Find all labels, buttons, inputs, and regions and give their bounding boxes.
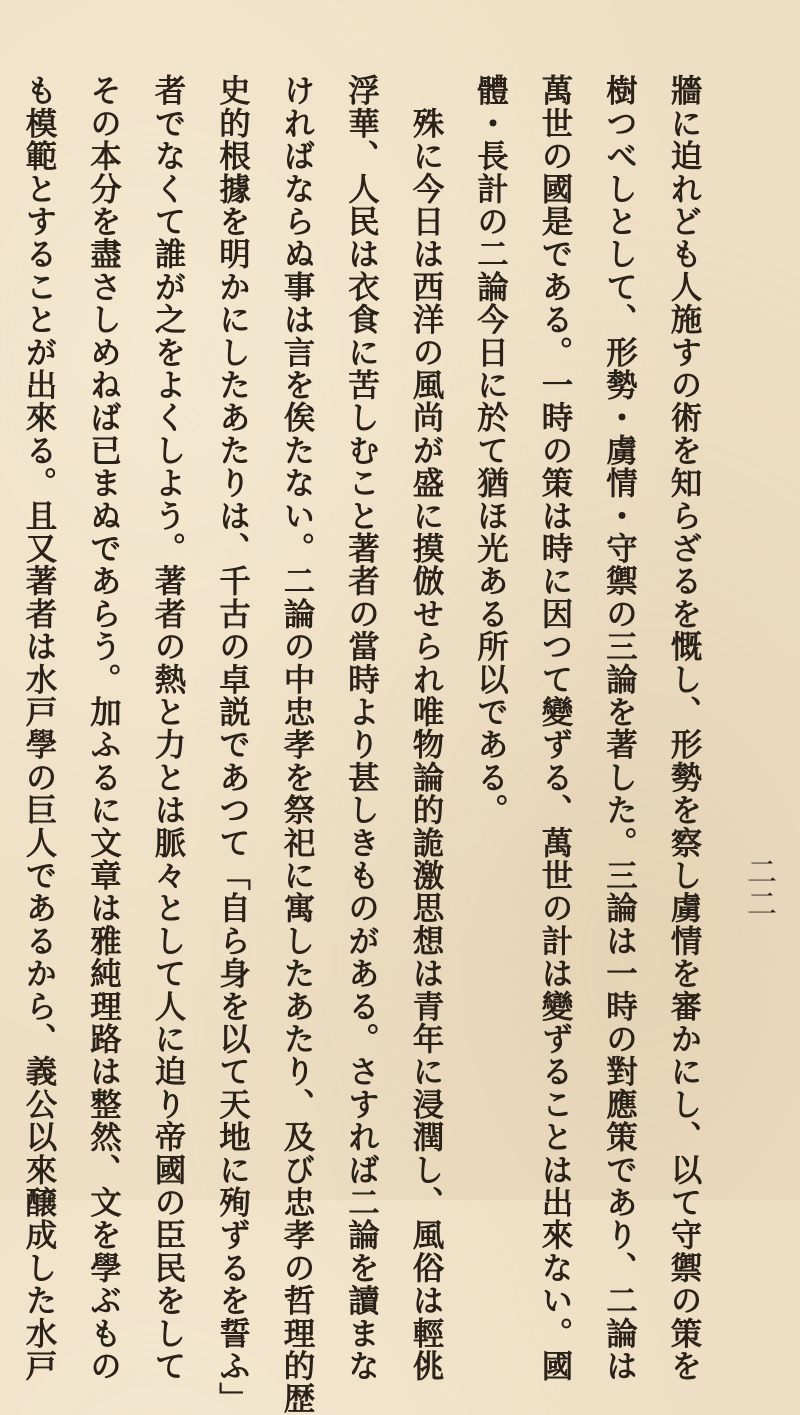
text-line: 牆に迫れども人施すの術を知らざるを慨し、形勢を察し虜情を審かにし、以て守禦の策を bbox=[666, 74, 703, 1382]
page-number: 二二 bbox=[741, 856, 776, 920]
text-line: 史的根據を明かにしたあたりは、千古の卓説であつて「自ら身を以て天地に殉ずるを誓ふ」 bbox=[214, 74, 252, 1415]
text-line: 浮華、人民は衣食に苦しむこと著者の當時より甚しきものがある。さすれば二論を讀まな bbox=[343, 74, 381, 1382]
text-line: 萬世の國是である。一時の策は時に因つて變ずる、萬世の計は變ずることは出來ない。國 bbox=[537, 74, 574, 1382]
text-line: も模範とすることが出來る。且又著者は水戸學の巨人であるから、義公以來醸成した水戸 bbox=[21, 74, 58, 1382]
text-line: ければならぬ事は言を俟たない。二論の中忠孝を祭祀に寓したあたり、及び忠孝の哲理的歴 bbox=[279, 74, 316, 1415]
text-line bbox=[0, 74, 7, 1154]
text-line: その本分を盡さしめねば已まぬであらう。加ふるに文章は雅純理路は整然、文を學ぶもの bbox=[85, 74, 123, 1382]
text-line: 殊に今日は西洋の風尚が盛に摸倣せられ唯物論的詭激思想は青年に浸潤し、風俗は輕佻 bbox=[408, 74, 445, 1382]
text-line: 者でなくて誰が之をよくしよう。著者の熱と力とは脈々として人に迫り帝國の臣民をして bbox=[150, 74, 187, 1382]
body-text bbox=[21, 74, 716, 1415]
text-line: 樹つべしとして、形勢・虜情・守禦の三論を著した。三論は一時の對應策であり、二論は bbox=[601, 74, 639, 1382]
text-line: 體・長計の二論今日に於て猶ほ光ある所以である。 bbox=[472, 74, 510, 827]
